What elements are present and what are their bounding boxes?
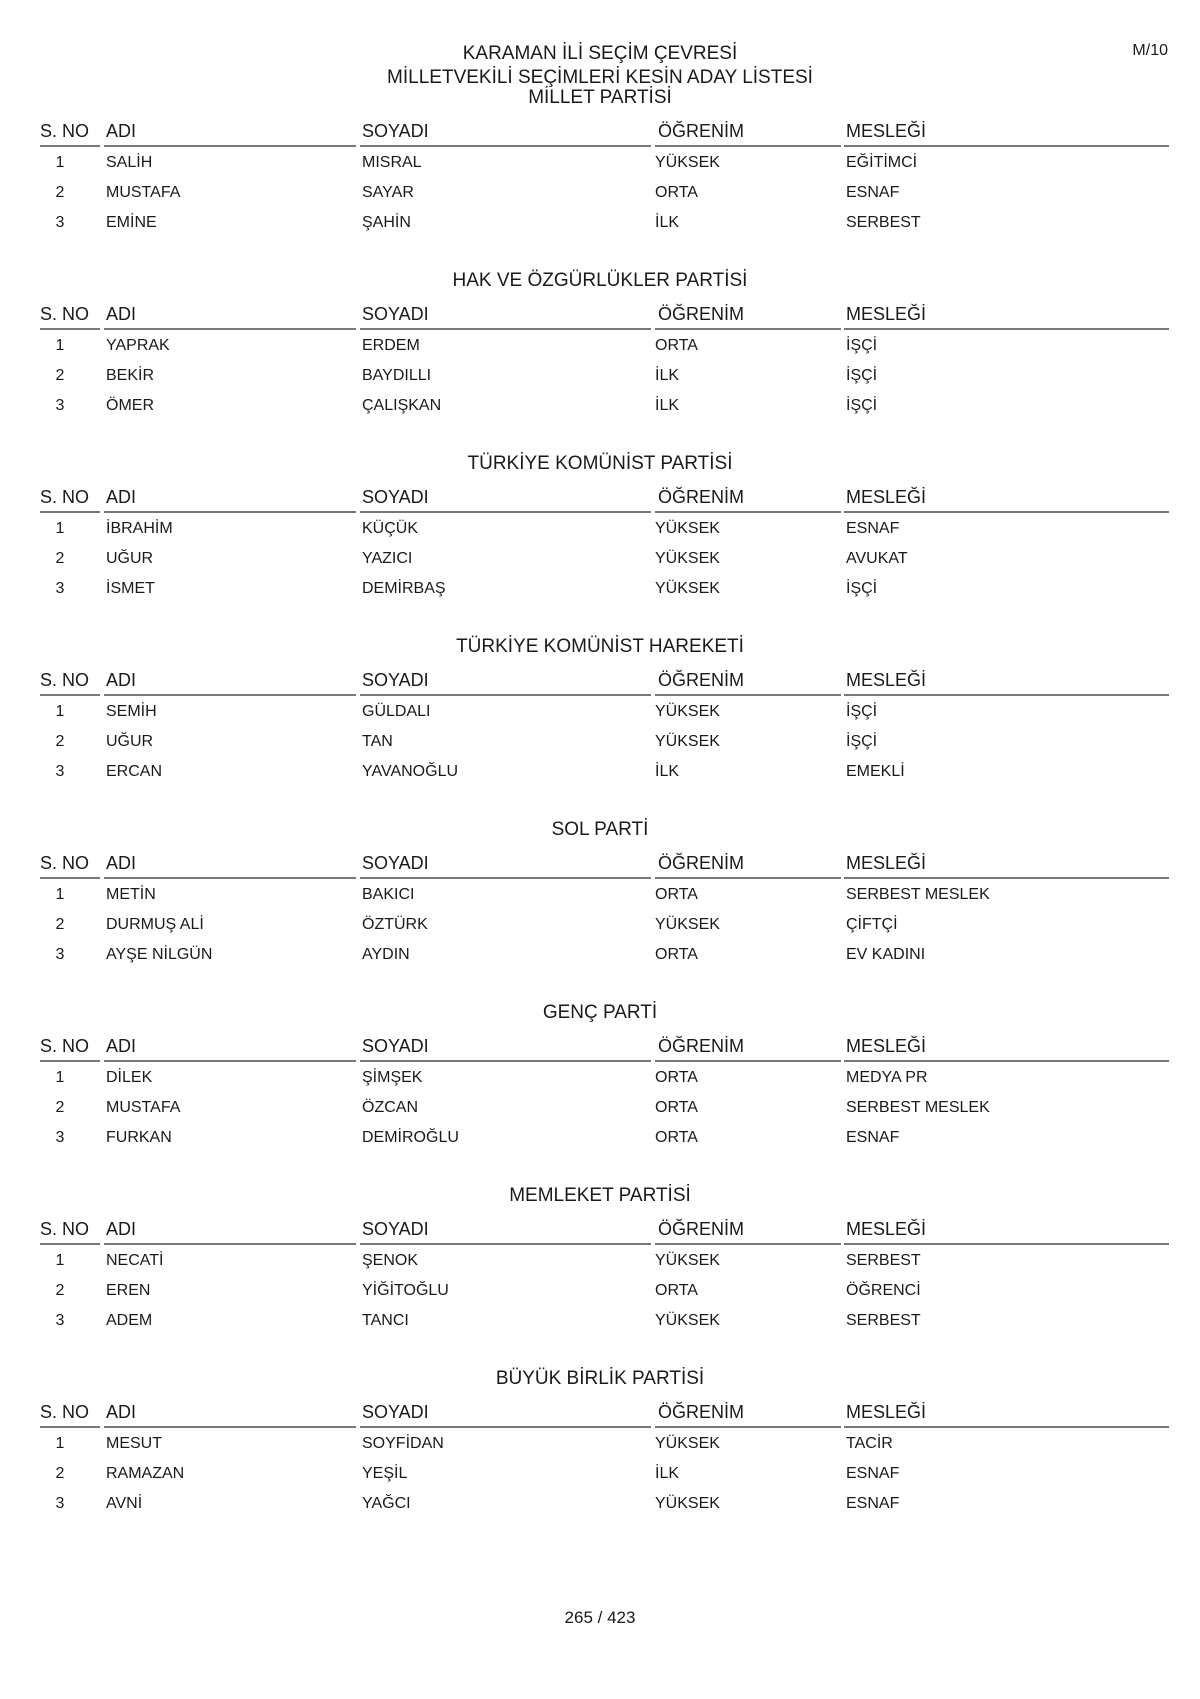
party-title: MEMLEKET PARTİSİ: [509, 1185, 691, 1206]
column-header-profession: MESLEĞİ: [846, 487, 927, 507]
candidate-no: 3: [55, 1129, 65, 1146]
candidate-name: UĞUR: [106, 733, 154, 750]
candidate-education: YÜKSEK: [655, 154, 720, 171]
table-header-row: [0, 121, 1200, 147]
header-title-line2: MİLLETVEKİLİ SEÇİMLERİ KESİN ADAY LİSTESİ: [387, 67, 813, 88]
table-header-row: [0, 670, 1200, 696]
column-underline: [40, 1426, 100, 1428]
candidate-no: 2: [55, 916, 65, 933]
candidate-no: 2: [55, 1465, 65, 1482]
column-underline: [844, 1426, 1169, 1428]
candidate-no: 1: [55, 154, 65, 171]
column-underline: [40, 328, 100, 330]
column-underline: [40, 1243, 100, 1245]
candidate-name: AVNİ: [106, 1495, 143, 1512]
column-header-profession: MESLEĞİ: [846, 1036, 927, 1056]
candidate-row: [0, 397, 1200, 419]
candidate-name: EREN: [106, 1282, 151, 1299]
candidate-education: İLK: [655, 763, 680, 780]
column-underline: [40, 877, 100, 879]
candidate-education: YÜKSEK: [655, 703, 720, 720]
table-header-row: [0, 487, 1200, 513]
candidate-row: [0, 337, 1200, 359]
candidate-no: 3: [55, 763, 65, 780]
column-underline: [104, 694, 356, 696]
column-header-surname: SOYADI: [362, 1402, 429, 1422]
column-header-profession: MESLEĞİ: [846, 1219, 927, 1239]
column-header-name: ADI: [106, 1219, 137, 1239]
column-underline: [360, 511, 651, 513]
column-header-profession: MESLEĞİ: [846, 121, 927, 141]
table-header-row: [0, 304, 1200, 330]
candidate-row: [0, 214, 1200, 236]
candidate-surname: ÖZTÜRK: [362, 916, 428, 933]
candidate-row: [0, 154, 1200, 176]
column-underline: [104, 1060, 356, 1062]
candidate-no: 3: [55, 214, 65, 231]
candidate-row: [0, 1252, 1200, 1274]
candidate-row: [0, 946, 1200, 968]
candidate-surname: DEMİROĞLU: [362, 1129, 459, 1146]
column-underline: [40, 694, 100, 696]
column-underline: [104, 145, 356, 147]
column-underline: [360, 694, 651, 696]
candidate-no: 1: [55, 1435, 65, 1452]
candidate-education: YÜKSEK: [655, 1435, 720, 1452]
candidate-surname: MISRAL: [362, 154, 422, 171]
candidate-education: YÜKSEK: [655, 1495, 720, 1512]
column-header-no: S. NO: [40, 853, 90, 873]
candidate-name: ADEM: [106, 1312, 153, 1329]
candidate-education: ORTA: [655, 1282, 698, 1299]
candidate-profession: AVUKAT: [846, 550, 908, 567]
party-title: TÜRKİYE KOMÜNİST PARTİSİ: [467, 453, 733, 474]
candidate-surname: ŞAHİN: [362, 214, 411, 231]
candidate-profession: İŞÇİ: [846, 397, 878, 414]
candidate-row: [0, 1069, 1200, 1091]
candidate-surname: ERDEM: [362, 337, 420, 354]
candidate-row: [0, 1312, 1200, 1334]
candidate-education: ORTA: [655, 946, 698, 963]
column-underline: [655, 328, 841, 330]
candidate-row: [0, 580, 1200, 602]
column-underline: [844, 328, 1169, 330]
candidate-name: NECATİ: [106, 1252, 164, 1269]
column-header-surname: SOYADI: [362, 670, 429, 690]
column-header-name: ADI: [106, 487, 137, 507]
column-header-no: S. NO: [40, 121, 90, 141]
candidate-profession: EV KADINI: [846, 946, 926, 963]
candidate-name: DURMUŞ ALİ: [106, 916, 204, 933]
candidate-row: [0, 1282, 1200, 1304]
candidate-profession: SERBEST: [846, 214, 921, 231]
candidate-surname: AYDIN: [362, 946, 410, 963]
candidate-name: MUSTAFA: [106, 1099, 181, 1116]
candidate-profession: ESNAF: [846, 1465, 900, 1482]
candidate-education: YÜKSEK: [655, 1312, 720, 1329]
column-underline: [104, 1243, 356, 1245]
column-header-no: S. NO: [40, 304, 90, 324]
party-title: SOL PARTİ: [551, 819, 649, 840]
candidate-profession: EMEKLİ: [846, 763, 905, 780]
candidate-row: [0, 1129, 1200, 1151]
candidate-profession: TACİR: [846, 1435, 893, 1452]
candidate-profession: ÖĞRENCİ: [846, 1282, 921, 1299]
page-number: 265 / 423: [564, 1608, 636, 1627]
column-underline: [844, 694, 1169, 696]
party-title: BÜYÜK BİRLİK PARTİSİ: [495, 1368, 705, 1389]
page-code: M/10: [1132, 42, 1168, 59]
column-header-no: S. NO: [40, 1219, 90, 1239]
candidate-row: [0, 520, 1200, 542]
column-header-education: ÖĞRENİM: [658, 1219, 745, 1239]
candidate-name: MUSTAFA: [106, 184, 181, 201]
candidate-name: YAPRAK: [106, 337, 170, 354]
column-header-profession: MESLEĞİ: [846, 670, 927, 690]
column-header-surname: SOYADI: [362, 487, 429, 507]
candidate-surname: DEMİRBAŞ: [362, 580, 446, 597]
column-underline: [844, 1060, 1169, 1062]
candidate-row: [0, 763, 1200, 785]
column-underline: [655, 877, 841, 879]
candidate-surname: BAKICI: [362, 886, 415, 903]
column-header-education: ÖĞRENİM: [658, 487, 745, 507]
candidate-no: 2: [55, 1282, 65, 1299]
column-header-education: ÖĞRENİM: [658, 853, 745, 873]
column-underline: [360, 145, 651, 147]
table-header-row: [0, 1219, 1200, 1245]
candidate-name: SEMİH: [106, 703, 157, 720]
column-header-name: ADI: [106, 670, 137, 690]
column-header-profession: MESLEĞİ: [846, 853, 927, 873]
party-title: MİLLET PARTİSİ: [528, 87, 672, 108]
candidate-profession: SERBEST: [846, 1312, 921, 1329]
column-underline: [360, 877, 651, 879]
column-underline: [360, 1426, 651, 1428]
candidate-surname: TAN: [362, 733, 393, 750]
column-header-name: ADI: [106, 1036, 137, 1056]
candidate-row: [0, 1435, 1200, 1457]
candidate-profession: SERBEST MESLEK: [846, 1099, 990, 1116]
candidate-name: RAMAZAN: [106, 1465, 185, 1482]
column-header-education: ÖĞRENİM: [658, 304, 745, 324]
candidate-name: METİN: [106, 886, 156, 903]
candidate-name: BEKİR: [106, 367, 155, 384]
column-underline: [844, 145, 1169, 147]
candidate-education: İLK: [655, 214, 680, 231]
column-header-surname: SOYADI: [362, 853, 429, 873]
candidate-no: 2: [55, 1099, 65, 1116]
column-underline: [40, 511, 100, 513]
column-header-education: ÖĞRENİM: [658, 1036, 745, 1056]
candidate-no: 2: [55, 367, 65, 384]
candidate-education: YÜKSEK: [655, 550, 720, 567]
column-underline: [844, 511, 1169, 513]
candidate-row: [0, 733, 1200, 755]
candidate-surname: YAZICI: [362, 550, 413, 567]
candidate-education: ORTA: [655, 1099, 698, 1116]
candidate-profession: İŞÇİ: [846, 367, 878, 384]
candidate-surname: ÇALIŞKAN: [362, 397, 442, 414]
candidate-surname: ÖZCAN: [362, 1099, 418, 1116]
candidate-surname: GÜLDALI: [362, 703, 431, 720]
candidate-surname: TANCI: [362, 1312, 409, 1329]
table-header-row: [0, 1036, 1200, 1062]
candidate-surname: SAYAR: [362, 184, 414, 201]
candidate-row: [0, 1495, 1200, 1517]
candidate-no: 1: [55, 1069, 65, 1086]
table-header-row: [0, 1402, 1200, 1428]
candidate-profession: MEDYA PR: [846, 1069, 928, 1086]
candidate-education: YÜKSEK: [655, 916, 720, 933]
candidate-row: [0, 1465, 1200, 1487]
column-underline: [360, 328, 651, 330]
candidate-profession: ÇİFTÇİ: [846, 916, 898, 933]
candidate-no: 3: [55, 397, 65, 414]
column-header-name: ADI: [106, 1402, 137, 1422]
candidate-name: AYŞE NİLGÜN: [106, 946, 213, 963]
candidate-education: ORTA: [655, 1129, 698, 1146]
column-underline: [360, 1243, 651, 1245]
candidate-education: YÜKSEK: [655, 1252, 720, 1269]
candidate-name: MESUT: [106, 1435, 162, 1452]
candidate-name: SALİH: [106, 154, 153, 171]
candidate-no: 1: [55, 1252, 65, 1269]
candidate-row: [0, 367, 1200, 389]
column-underline: [104, 328, 356, 330]
party-title: TÜRKİYE KOMÜNİST HAREKETİ: [456, 636, 744, 657]
column-underline: [655, 1243, 841, 1245]
header-title-line1: KARAMAN İLİ SEÇİM ÇEVRESİ: [462, 43, 738, 64]
candidate-name: EMİNE: [106, 214, 157, 231]
candidate-surname: SOYFİDAN: [362, 1435, 444, 1452]
column-underline: [655, 1060, 841, 1062]
candidate-no: 1: [55, 337, 65, 354]
column-underline: [360, 1060, 651, 1062]
candidate-row: [0, 703, 1200, 725]
table-header-row: [0, 853, 1200, 879]
column-header-surname: SOYADI: [362, 121, 429, 141]
candidate-surname: YİĞİTOĞLU: [362, 1282, 449, 1299]
column-header-education: ÖĞRENİM: [658, 670, 745, 690]
candidate-education: İLK: [655, 1465, 680, 1482]
column-underline: [40, 1060, 100, 1062]
column-underline: [655, 1426, 841, 1428]
candidate-education: YÜKSEK: [655, 520, 720, 537]
candidate-education: ORTA: [655, 886, 698, 903]
candidate-profession: ESNAF: [846, 520, 900, 537]
candidate-profession: İŞÇİ: [846, 733, 878, 750]
column-header-education: ÖĞRENİM: [658, 121, 745, 141]
candidate-surname: YAVANOĞLU: [362, 763, 459, 780]
candidate-surname: KÜÇÜK: [362, 520, 419, 537]
candidate-row: [0, 550, 1200, 572]
candidate-row: [0, 916, 1200, 938]
candidate-name: FURKAN: [106, 1129, 172, 1146]
column-underline: [844, 877, 1169, 879]
candidate-no: 1: [55, 886, 65, 903]
candidate-surname: YAĞCI: [362, 1495, 411, 1512]
candidate-profession: ESNAF: [846, 184, 900, 201]
candidate-education: YÜKSEK: [655, 580, 720, 597]
column-header-surname: SOYADI: [362, 1219, 429, 1239]
candidate-education: ORTA: [655, 337, 698, 354]
candidate-education: İLK: [655, 367, 680, 384]
candidate-profession: SERBEST MESLEK: [846, 886, 990, 903]
candidate-surname: ŞİMŞEK: [362, 1069, 423, 1086]
candidate-name: DİLEK: [106, 1069, 153, 1086]
candidate-no: 2: [55, 184, 65, 201]
candidate-no: 1: [55, 520, 65, 537]
column-underline: [655, 145, 841, 147]
candidate-profession: İŞÇİ: [846, 580, 878, 597]
candidate-no: 3: [55, 946, 65, 963]
column-header-name: ADI: [106, 121, 137, 141]
column-underline: [104, 877, 356, 879]
candidate-row: [0, 184, 1200, 206]
column-header-no: S. NO: [40, 1036, 90, 1056]
column-underline: [104, 511, 356, 513]
candidate-no: 3: [55, 1495, 65, 1512]
column-header-no: S. NO: [40, 1402, 90, 1422]
column-header-name: ADI: [106, 304, 137, 324]
candidate-profession: ESNAF: [846, 1129, 900, 1146]
column-header-surname: SOYADI: [362, 1036, 429, 1056]
candidate-education: ORTA: [655, 184, 698, 201]
candidate-profession: İŞÇİ: [846, 337, 878, 354]
candidate-row: [0, 1099, 1200, 1121]
candidate-profession: EĞİTİMCİ: [846, 154, 918, 171]
party-title: GENÇ PARTİ: [542, 1002, 658, 1023]
candidate-no: 3: [55, 1312, 65, 1329]
column-header-profession: MESLEĞİ: [846, 1402, 927, 1422]
column-header-surname: SOYADI: [362, 304, 429, 324]
candidate-education: ORTA: [655, 1069, 698, 1086]
candidate-name: İBRAHİM: [106, 520, 173, 537]
column-header-profession: MESLEĞİ: [846, 304, 927, 324]
candidate-name: ERCAN: [106, 763, 163, 780]
column-underline: [655, 511, 841, 513]
column-underline: [40, 145, 100, 147]
candidate-profession: SERBEST: [846, 1252, 921, 1269]
candidate-no: 2: [55, 733, 65, 750]
column-underline: [844, 1243, 1169, 1245]
party-title: HAK VE ÖZGÜRLÜKLER PARTİSİ: [452, 270, 748, 291]
candidate-profession: İŞÇİ: [846, 703, 878, 720]
candidate-surname: YEŞİL: [362, 1465, 408, 1482]
candidate-education: İLK: [655, 397, 680, 414]
column-header-education: ÖĞRENİM: [658, 1402, 745, 1422]
column-header-no: S. NO: [40, 487, 90, 507]
column-underline: [655, 694, 841, 696]
candidate-no: 3: [55, 580, 65, 597]
candidate-surname: ŞENOK: [362, 1252, 419, 1269]
candidate-row: [0, 886, 1200, 908]
candidate-education: YÜKSEK: [655, 733, 720, 750]
candidate-no: 1: [55, 703, 65, 720]
column-header-name: ADI: [106, 853, 137, 873]
candidate-name: ÖMER: [106, 397, 154, 414]
candidate-no: 2: [55, 550, 65, 567]
candidate-profession: ESNAF: [846, 1495, 900, 1512]
candidate-surname: BAYDILLI: [362, 367, 432, 384]
candidate-name: İSMET: [106, 580, 155, 597]
column-underline: [104, 1426, 356, 1428]
candidate-name: UĞUR: [106, 550, 154, 567]
column-header-no: S. NO: [40, 670, 90, 690]
document-header: [0, 42, 1200, 90]
